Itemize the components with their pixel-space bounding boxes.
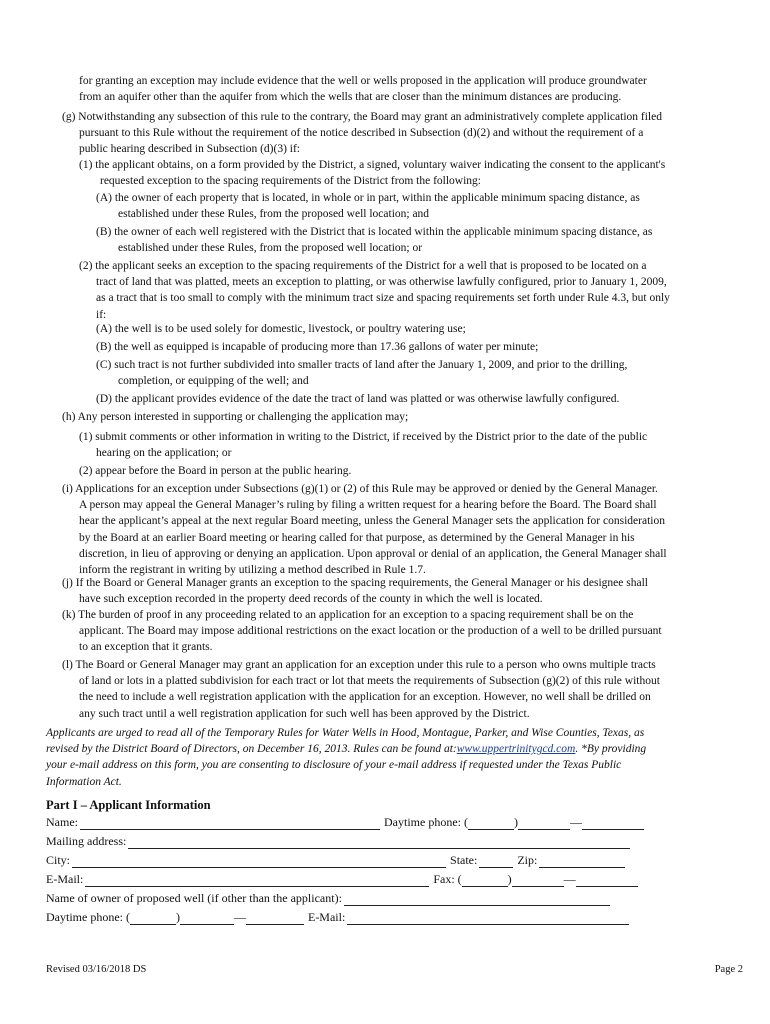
owner-phone-area-code[interactable]	[130, 912, 176, 925]
section-g1: (1) the applicant obtains, on a form provided by the District, a signed, voluntary waiver indicating the consent to the applicant's requested exception to the spacing requirements of the District from the following:	[79, 159, 666, 188]
page-number: Page 2	[714, 964, 743, 975]
section-g2A: (A) the well is to be used solely for domestic, livestock, or poultry watering use;	[96, 323, 466, 335]
email-field[interactable]	[85, 874, 429, 887]
section-g2B: (B) the well as equipped is incapable of producing more than 17.36 gallons of water per minute;	[96, 341, 539, 353]
owner-phone-prefix[interactable]	[180, 912, 234, 925]
rules-notice: Applicants are urged to read all of the Temporary Rules for Water Wells in Hood, Montague, Parker, and Wise Counties, Texas, as revised by the District Board of Directors, on December 16, 2013. Rules can be found at:www.uppertrinitygcd.com. *By providing your e-mail address on this form, you are consenting to disclosure of your e-mail address if requested under the Texas Public Information Act.	[46, 727, 647, 788]
name-field[interactable]	[80, 817, 380, 830]
email-row: E-Mail: Fax: ( ) —	[46, 871, 638, 887]
section-h1: (1) submit comments or other information in writing to the District, if received by the District prior to the date of the public hearing on the application; or	[79, 431, 648, 460]
fax-area-code[interactable]	[462, 874, 508, 887]
daytime-phone-line[interactable]	[582, 817, 644, 830]
section-g1B: (B) the owner of each well registered with the District that is located within the applicable minimum spacing distance, as established under these Rules, from the proposed well location; or	[96, 226, 653, 255]
mailing-address-field[interactable]	[128, 836, 630, 849]
section-g: (g) Notwithstanding any subsection of this rule to the contrary, the Board may grant an administratively complete application filed pursuant to this Rule without the requirement of the notice described in Subsection (d)(2) and without the requirement of a public hearing described in Subsection (d)(3) if:	[62, 111, 662, 156]
section-g2C: (C) such tract is not further subdivided into smaller tracts of land after the January 1, 2009, and prior to the drilling, completion, or equipping of the well; and	[96, 359, 628, 388]
fax-prefix[interactable]	[512, 874, 564, 887]
section-h: (h) Any person interested in supporting or challenging the application may;	[62, 411, 409, 423]
fax-line[interactable]	[576, 874, 638, 887]
zip-field[interactable]	[539, 855, 625, 868]
owner-email-field[interactable]	[347, 912, 629, 925]
name-row: Name: Daytime phone: ( ) —	[46, 814, 644, 830]
city-field[interactable]	[72, 855, 446, 868]
section-i: (i) Applications for an exception under Subsections (g)(1) or (2) of this Rule may be approved or denied by the General Manager. A person may appeal the General Manager’s ruling by filing a written request for a hearing before the Board. The Board shall hear the applicant’s appeal at the next regular Board meeting, unless the General Manager sets the application for consideration by the Board at an earlier Board meeting or hearing called for that purpose, as determined by the General Manager in his discretion, in lieu of approving or denying an application. Upon approval or denial of an application, the General Manager shall inform the registrant in writing by utilizing a method described in Rule 1.7.	[62, 483, 667, 577]
mailing-address-row: Mailing address:	[46, 833, 632, 849]
part-i-title: Part I – Applicant Information	[46, 798, 211, 812]
section-g1A: (A) the owner of each property that is located, in whole or in part, within the applicable minimum spacing distance, as established under these Rules, from the proposed well location; and	[96, 192, 640, 221]
rules-website-link[interactable]: www.uppertrinitygcd.com	[456, 743, 576, 756]
state-field[interactable]	[479, 855, 513, 868]
section-l: (l) The Board or General Manager may grant an application for an exception under this rule to a person who owns multiple tracts of land or lots in a platted subdivision for each tract or lot that meets the requirements of Subsection (g)(2) of this rule without the need to include a well registration application with the application for an exception. However, no well shall be drilled on any such tract until a well registration application for such well has been approved by the District.	[62, 659, 660, 720]
section-k: (k) The burden of proof in any proceeding related to an application for an exception to a spacing requirement shall be on the applicant. The Board may impose additional restrictions on the exact location or the production of a well to be drilled pursuant to an exception that it grants.	[62, 609, 662, 654]
daytime-phone-area-code[interactable]	[468, 817, 514, 830]
intro-paragraph: for granting an exception may include evidence that the well or wells proposed in the application will produce groundwater from an aquifer other than the aquifer from which the wells that are closer than the minimum distances are producing.	[79, 75, 647, 104]
section-h2: (2) appear before the Board in person at the public hearing.	[79, 465, 352, 477]
city-row: City: State: Zip:	[46, 852, 627, 868]
section-j: (j) If the Board or General Manager grants an exception to the spacing requirements, the General Manager or his designee shall have such exception recorded in the property deed records of the county in which the well is located.	[62, 577, 648, 606]
owner-row: Name of owner of proposed well (if other than the applicant):	[46, 890, 612, 906]
daytime-phone-prefix[interactable]	[518, 817, 570, 830]
section-g2: (2) the applicant seeks an exception to the spacing requirements of the District for a well that is proposed to be located on a tract of land that was platted, meets an exception to platting, or was otherwise lawfully configured, prior to January 1, 2009, as a tract that is too small to comply with the minimum tract size and spacing requirements set forth under Rule 4.3, but only if:	[79, 260, 670, 321]
section-g2D: (D) the applicant provides evidence of the date the tract of land was platted or was otherwise lawfully configured.	[96, 393, 620, 405]
owner-contact-row: Daytime phone: ( ) — E-Mail:	[46, 909, 631, 925]
owner-phone-line[interactable]	[246, 912, 304, 925]
revision-footer: Revised 03/16/2018 DS	[46, 964, 147, 975]
owner-name-field[interactable]	[344, 893, 610, 906]
